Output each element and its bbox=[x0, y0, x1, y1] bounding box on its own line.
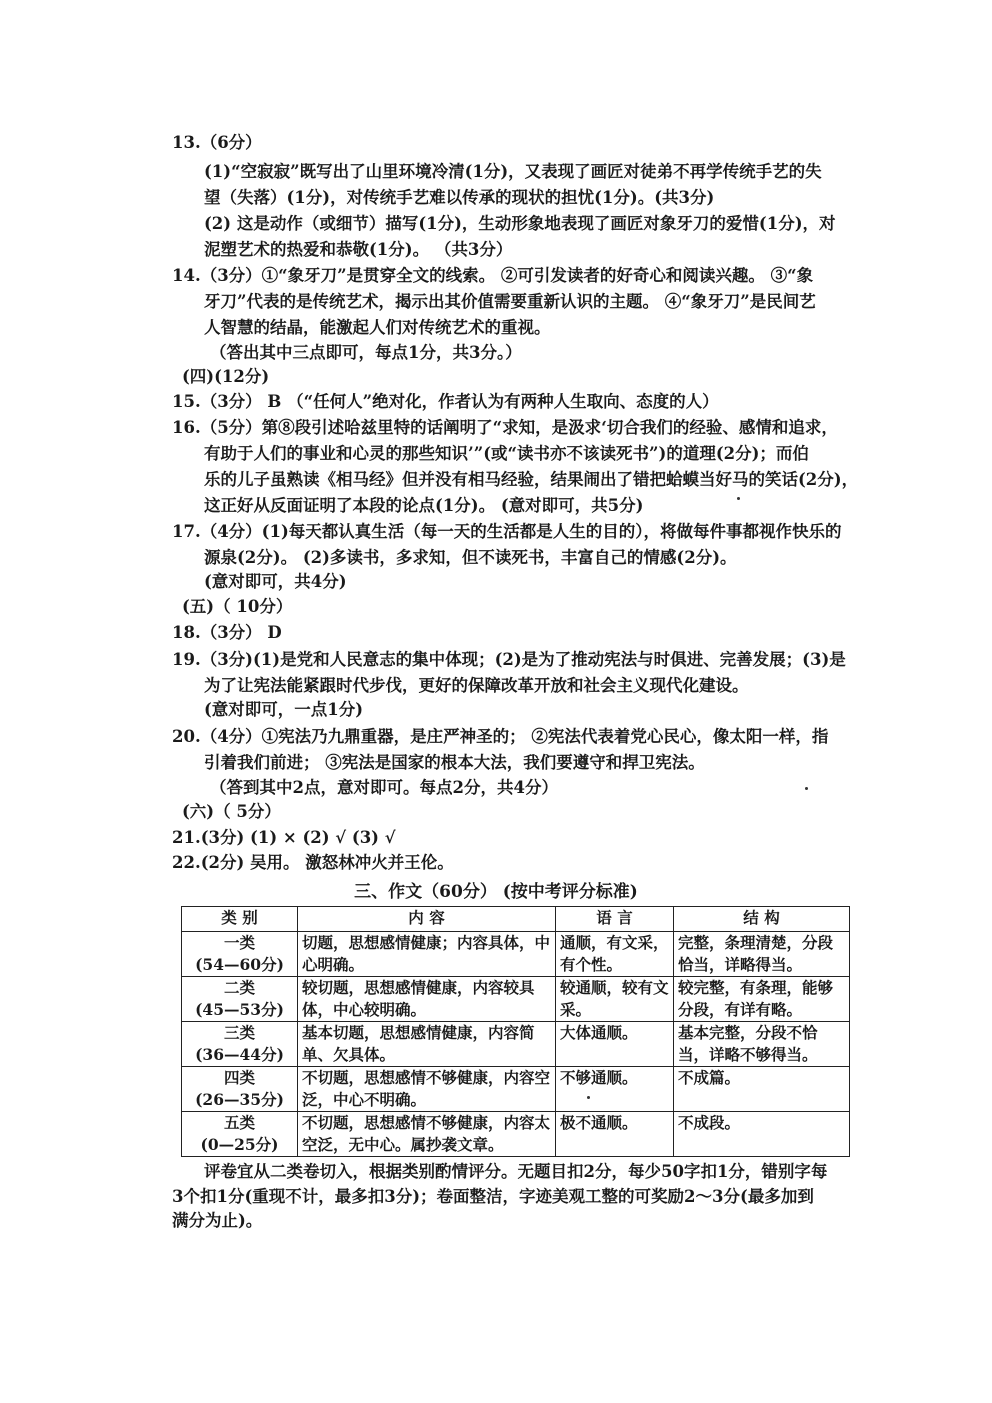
table-header-row bbox=[182, 907, 850, 932]
q17-line2: 源泉(2分)。 (2)多读书，多求知，但不读死书，丰富自己的情感(2分)。 bbox=[204, 548, 737, 567]
category-cell: 四类 (26—35分) bbox=[182, 1067, 298, 1112]
q13-heading: 13.（6分） bbox=[172, 133, 262, 152]
scan-speck bbox=[587, 1096, 590, 1099]
q15-answer: 15.（3分） B （“任何人”绝对化，作者认为有两种人生取向、态度的人） bbox=[172, 392, 719, 411]
structure-cell: 较完整，有条理，能够分段，有详有略。 bbox=[674, 977, 850, 1022]
q13-part1-line1: (1)“空寂寂”既写出了山里环境冷清(1分)，又表现了画匠对徒弟不再学传统手艺的失 bbox=[204, 162, 822, 181]
section-five-heading: (五)（ 10分） bbox=[182, 597, 293, 616]
structure-cell: 基本完整，分段不恰当，详略不够得当。 bbox=[674, 1022, 850, 1067]
q22-answer: 22.(2分) 吴用。 激怒林冲火并王伦。 bbox=[172, 853, 454, 872]
q18-answer: 18.（3分） D bbox=[172, 623, 282, 642]
q16-line1: 16.（5分）第⑧段引述哈兹里特的话阐明了“求知，是汲求‘切合我们的经验、感情和追求， bbox=[172, 418, 838, 437]
q16-line3: 乐的儿子虽熟读《相马经》但并没有相马经验，结果闹出了错把蛤蟆当好马的笑话(2分)， bbox=[204, 470, 859, 489]
q14-line2: 牙刀”代表的是传统艺术，揭示出其价值需要重新认识的主题。 ④“象牙刀”是民间艺 bbox=[204, 292, 816, 311]
structure-cell: 完整，条理清楚，分段恰当，详略得当。 bbox=[674, 932, 850, 977]
q17-note: (意对即可，共4分) bbox=[204, 572, 347, 591]
q16-line2: 有助于人们的事业和心灵的那些知识’”(或“读书亦不该读死书”)的道理(2分)；而伯 bbox=[204, 444, 809, 463]
content-cell: 基本切题，思想感情健康，内容简单、欠具体。 bbox=[298, 1022, 556, 1067]
q20-line1: 20.（4分）①宪法乃九鼎重器，是庄严神圣的； ②宪法代表着党心民心，像太阳一样，指 bbox=[172, 727, 829, 746]
q21-answer: 21.(3分) (1) × (2) √ (3) √ bbox=[172, 828, 396, 847]
category-cell: 三类 (36—44分) bbox=[182, 1022, 298, 1067]
q14-note: （答出其中三点即可，每点1分，共3分。） bbox=[210, 343, 522, 362]
category-cell: 一类 (54—60分) bbox=[182, 932, 298, 977]
structure-cell: 不成段。 bbox=[674, 1112, 850, 1157]
language-cell: 不够通顺。 bbox=[556, 1067, 674, 1112]
q17-line1: 17.（4分）(1)每天都认真生活（每一天的生活都是人生的目的），将做每件事都视作快乐的 bbox=[172, 522, 842, 541]
q14-line3: 人智慧的结晶，能激起人们对传统艺术的重视。 bbox=[204, 318, 551, 337]
table-row bbox=[182, 932, 850, 977]
language-cell: 极不通顺。 bbox=[556, 1112, 674, 1157]
q13-part2-line1: (2) 这是动作（或细节）描写(1分)，生动形象地表现了画匠对象牙刀的爱惜(1分)，对 bbox=[204, 214, 836, 233]
q16-line4: 这正好从反面证明了本段的论点(1分)。 (意对即可，共5分) bbox=[204, 496, 644, 515]
header-structure: 结 构 bbox=[674, 907, 850, 932]
language-cell: 通顺，有文采，有个性。 bbox=[556, 932, 674, 977]
grading-note-line1: 评卷宜从二类卷切入，根据类别酌情评分。无题目扣2分，每少50字扣1分，错别字每 bbox=[204, 1162, 828, 1181]
content-cell: 不切题，思想感情不够健康，内容太空泛，无中心。属抄袭文章。 bbox=[298, 1112, 556, 1157]
language-cell: 大体通顺。 bbox=[556, 1022, 674, 1067]
essay-scoring-table bbox=[181, 906, 850, 1157]
q13-part2-line2: 泥塑艺术的热爱和恭敬(1分)。 （共3分） bbox=[204, 240, 513, 259]
structure-cell: 不成篇。 bbox=[674, 1067, 850, 1112]
q19-note: (意对即可，一点1分) bbox=[204, 700, 364, 719]
header-language: 语 言 bbox=[556, 907, 674, 932]
language-cell: 较通顺，较有文采。 bbox=[556, 977, 674, 1022]
q20-line2: 引着我们前进； ③宪法是国家的根本大法，我们要遵守和捍卫宪法。 bbox=[204, 753, 705, 772]
table-row bbox=[182, 1067, 850, 1112]
grading-note-line2: 3个扣1分(重现不计，最多扣3分)；卷面整洁，字迹美观工整的可奖励2～3分(最多加到 bbox=[172, 1187, 814, 1206]
table-row bbox=[182, 977, 850, 1022]
section-four-heading: (四)(12分) bbox=[182, 367, 270, 386]
essay-section-title: 三、作文（60分） (按中考评分标准) bbox=[354, 882, 638, 902]
q13-part1-line2: 望（失落）(1分)，对传统手艺难以传承的现状的担忧(1分)。(共3分) bbox=[204, 188, 715, 207]
content-cell: 较切题，思想感情健康，内容较具体，中心较明确。 bbox=[298, 977, 556, 1022]
header-content: 内 容 bbox=[298, 907, 556, 932]
header-category: 类 别 bbox=[182, 907, 298, 932]
table-row bbox=[182, 1022, 850, 1067]
grading-note-line3: 满分为止)。 bbox=[172, 1211, 263, 1230]
category-cell: 二类 (45—53分) bbox=[182, 977, 298, 1022]
content-cell: 切题，思想感情健康；内容具体，中心明确。 bbox=[298, 932, 556, 977]
scan-speck bbox=[805, 787, 808, 790]
category-cell: 五类 (0—25分) bbox=[182, 1112, 298, 1157]
section-six-heading: (六)（ 5分） bbox=[182, 802, 281, 821]
q20-note: （答到其中2点，意对即可。每点2分，共4分） bbox=[210, 778, 558, 797]
content-cell: 不切题，思想感情不够健康，内容空泛，中心不明确。 bbox=[298, 1067, 556, 1112]
scan-speck bbox=[737, 497, 740, 500]
q19-line2: 为了让宪法能紧跟时代步伐，更好的保障改革开放和社会主义现代化建设。 bbox=[204, 676, 749, 695]
q19-line1: 19.（3分)(1)是党和人民意志的集中体现；(2)是为了推动宪法与时俱进、完善发展；(3)是 bbox=[172, 650, 846, 669]
q14-line1: 14.（3分）①“象牙刀”是贯穿全文的线索。 ②可引发读者的好奇心和阅读兴趣。 ③“象 bbox=[172, 266, 814, 285]
table-row bbox=[182, 1112, 850, 1157]
